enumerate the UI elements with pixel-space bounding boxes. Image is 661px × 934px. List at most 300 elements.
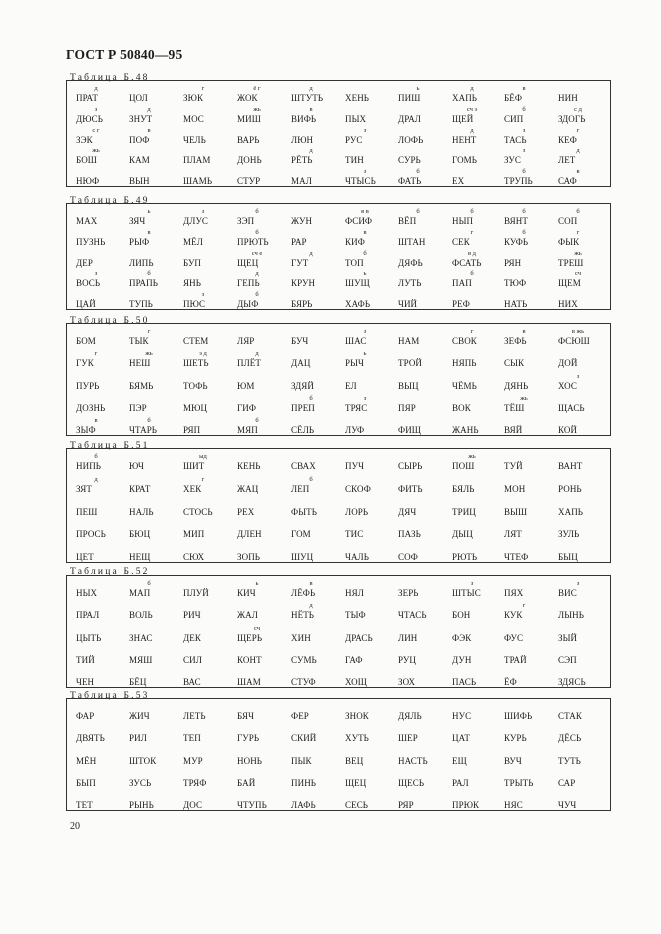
table-row [67,647,610,667]
table-cell [76,580,130,600]
test-word: ТРУПЬ [504,176,533,186]
test-word: МАХ [76,216,98,226]
pronunciation-mark: б [147,417,151,424]
test-word: КОНТ [237,654,262,665]
test-word: ЧИЙ [398,299,418,309]
table-cell [237,580,291,600]
table-cell [452,85,506,105]
test-word: ГУК [76,358,94,369]
test-word: ВУЧ [504,755,522,766]
table-cell [291,499,345,519]
table-cell [452,792,506,812]
test-word: СВАХ [291,461,316,471]
pronunciation-mark: д [576,147,580,155]
test-word: ДЯЛЬ [398,711,422,721]
pronunciation-mark: в [363,228,367,236]
test-word: ЗУЛЬ [558,529,580,540]
page-number: 20 [70,821,80,832]
table-cell [291,725,345,745]
pronunciation-mark: в [576,168,580,175]
pronunciation-mark: в [147,126,151,134]
table-cell [452,208,506,228]
pronunciation-mark: ь [255,580,259,587]
table-row [67,250,610,270]
test-word: РУС [345,134,363,145]
test-word: ТАСЬ [504,134,527,145]
test-word: ХАПЬ [558,506,584,517]
pronunciation-mark: д [255,270,259,278]
table-cell [452,270,506,290]
test-word: РАР [291,236,307,247]
test-word: ЛЕТЬ [183,711,206,721]
pronunciation-mark: б [309,394,313,402]
table-cell [452,748,506,768]
pronunciation-mark: э д [199,350,207,358]
table-cell [183,127,237,147]
table-cell [558,168,612,188]
table-cell [237,395,291,415]
table-cell [183,453,237,473]
table-cell [237,703,291,723]
test-word: ТИН [345,155,364,166]
test-word: СТУР [237,176,261,186]
pronunciation-mark: б [147,580,151,587]
test-word: МЁН [76,755,97,766]
test-word: ЖОК [237,93,258,103]
table-cell [291,544,345,564]
table-cell [345,453,399,473]
test-word: ДЫЦ [452,529,473,540]
pronunciation-mark: б [255,208,259,215]
test-word: ЧТУПЬ [237,800,267,810]
test-word: БЯМЬ [129,380,154,391]
test-word: ЗНУТ [129,113,153,124]
test-word: ВОЛЬ [129,610,153,621]
table-cell [237,229,291,249]
pronunciation-mark: б [255,417,259,424]
test-word: ТУЙ [504,461,523,471]
table-cell [76,544,130,564]
pronunciation-mark: в [522,85,526,92]
test-word: БУП [183,257,202,268]
table-cell [452,476,506,496]
table-cell [504,147,558,167]
test-word: ТРИЦ [452,506,476,517]
table-cell [237,770,291,790]
test-word: САФ [558,176,577,186]
table-row [67,625,610,645]
test-word: БУЧ [291,336,309,346]
test-word: ХОС [558,380,577,391]
table-cell [129,669,183,689]
pronunciation-mark: з [201,208,205,215]
table-cell [558,476,612,496]
table-cell [345,85,399,105]
test-word: ЛЯР [237,336,255,346]
test-word: РЕХ [237,506,255,517]
table-cell [504,229,558,249]
table-cell [183,147,237,167]
table-cell [291,147,345,167]
table-cell [76,647,130,667]
table-cell [398,373,452,393]
pronunciation-mark: в [309,105,313,113]
table-cell [504,580,558,600]
table-cell [129,250,183,270]
test-word: ПУЗНЬ [76,236,106,247]
table-cell [452,395,506,415]
test-word: ТУПЬ [129,299,153,309]
test-word: НЮФ [76,176,100,186]
test-word: РУЦ [398,654,416,665]
table-cell [504,85,558,105]
test-word: ВЯНТ [504,216,528,226]
test-word: ХАФЬ [345,299,371,309]
table-row [67,350,610,370]
table-cell [452,703,506,723]
test-word: ТОФЬ [183,380,208,391]
test-word: НЕЩ [129,552,151,562]
test-word: ЕХ [452,176,465,186]
test-word: НАСТЬ [398,755,428,766]
test-word: ДЕР [76,257,93,268]
test-word: ПУЧ [345,461,365,471]
test-word: ПЛЁТ [237,358,261,369]
table-cell [291,625,345,645]
table-row [67,270,610,290]
test-word: ЩЕРЬ [237,632,263,643]
test-word: ВАС [183,677,201,687]
pronunciation-mark: жь [92,147,100,155]
table-row [67,602,610,622]
test-word: БАЙ [237,777,256,788]
table-cell [129,85,183,105]
test-word: НЁТЬ [291,610,315,621]
table-cell [558,725,612,745]
test-word: ЛОФЬ [398,134,424,145]
table-cell [398,106,452,126]
table-cell [76,453,130,473]
test-word: БЮЦ [129,529,151,540]
test-word: ПРЮК [452,800,480,810]
table-cell [129,770,183,790]
table-caption: Таблица Б.48 [70,73,150,83]
table-row [67,417,610,437]
test-word: РЫФ [129,236,150,247]
table-row [67,168,610,188]
word-table [66,575,611,688]
test-word: СОФ [398,552,419,562]
table-cell [129,544,183,564]
test-word: ЩЕМ [558,278,581,289]
test-word: ШУЩ [345,278,370,289]
table-cell [398,208,452,228]
test-word: ЛЯТ [504,529,522,540]
test-word: КЕФ [558,134,577,145]
table-cell [345,350,399,370]
test-word: ТРОЙ [398,358,423,369]
test-word: ШТАН [398,236,426,247]
test-word: ШЕТЬ [183,358,209,369]
pronunciation-mark: б [309,475,313,483]
test-word: ЛЕП [291,483,310,494]
test-word: НИХ [558,299,578,309]
test-word: МОН [504,483,526,494]
table-cell [398,602,452,622]
table-cell [183,580,237,600]
test-word: БОН [452,610,471,621]
table-cell [345,521,399,541]
table-row [67,580,610,600]
table-cell [129,602,183,622]
pronunciation-mark: д [470,85,474,92]
test-word: БЯЛЬ [452,483,475,494]
table-cell [558,147,612,167]
table-cell [504,625,558,645]
test-word: ШТУТЬ [291,93,324,103]
test-word: ЛИПЬ [129,257,154,268]
test-word: БЁФ [504,93,523,103]
pronunciation-mark: д [309,147,313,155]
table-cell [237,250,291,270]
test-word: ШУЦ [291,552,314,562]
table-row [67,792,610,812]
test-word: СИЛ [183,654,202,665]
pronunciation-mark: г [94,350,98,358]
test-word: ШАМЬ [183,176,213,186]
test-word: ТЫФ [345,610,366,621]
table-cell [504,792,558,812]
pronunciation-mark: г [201,85,205,92]
table-cell [76,521,130,541]
table-cell [345,602,399,622]
table-cell [129,291,183,311]
table-cell [291,602,345,622]
pronunciation-mark: з [522,126,526,134]
table-cell [291,748,345,768]
pronunciation-mark: жь [145,350,153,358]
table-cell [76,127,130,147]
test-word: НЕШ [129,358,151,369]
table-cell [558,127,612,147]
test-word: ДОЙ [558,358,578,369]
table-row [67,770,610,790]
test-word: ДЛЕН [237,529,262,540]
table-cell [452,770,506,790]
table-cell [504,417,558,437]
test-word: КУРЬ [504,733,527,744]
table-cell [398,250,452,270]
pronunciation-mark: жь [520,394,528,402]
table-caption: Таблица Б.49 [70,196,150,206]
test-word: ЗДЯЙ [291,380,315,391]
test-word: ЗДОГЬ [558,113,586,124]
table-cell [237,147,291,167]
test-word: ВИС [558,588,577,598]
pronunciation-mark: в жь [571,328,585,335]
table-cell [129,521,183,541]
table-cell [129,580,183,600]
table-cell [237,291,291,311]
test-word: СТОСЬ [183,506,213,517]
table-cell [291,395,345,415]
table-cell [237,127,291,147]
table-cell [452,147,506,167]
table-cell [345,168,399,188]
test-word: ШТОК [129,755,157,766]
table-cell [76,476,130,496]
table-row [67,229,610,249]
test-word: ДРАЛ [398,113,421,124]
table-cell [237,328,291,348]
test-word: ВИФЬ [291,113,317,124]
table-row [67,453,610,473]
test-word: СЭП [558,654,577,665]
table-cell [237,792,291,812]
table-cell [129,328,183,348]
test-word: ЛАФЬ [291,800,316,810]
table-cell [504,453,558,473]
table-caption: Таблица Б.51 [70,441,150,451]
pronunciation-mark: б [522,228,526,236]
test-word: НЯЛ [345,588,364,598]
test-word: КУФЬ [504,236,529,247]
table-cell [183,85,237,105]
pronunciation-mark: д [309,602,313,610]
test-word: ЗЯТ [76,483,92,494]
test-word: ПИШ [398,93,421,103]
test-word: МАЛ [291,176,312,186]
table-cell [237,521,291,541]
table-cell [129,625,183,645]
test-word: ЗЕФЬ [504,336,527,346]
table-cell [558,669,612,689]
table-cell [398,417,452,437]
table-cell [398,748,452,768]
test-word: ПЯХ [504,588,524,598]
table-cell [345,291,399,311]
test-word: ПАЗЬ [398,529,421,540]
test-word: КУК [504,610,523,621]
table-cell [398,453,452,473]
test-word: ЖАЛ [237,610,258,621]
table-cell [398,85,452,105]
test-word: ДАЦ [291,358,311,369]
test-word: ЗЭК [76,134,93,145]
table-cell [183,703,237,723]
table-cell [345,499,399,519]
table-cell [129,168,183,188]
test-word: ЗНАС [129,632,153,643]
test-word: НЫП [452,216,474,226]
test-word: РЮТЬ [452,552,478,562]
table-cell [76,602,130,622]
pronunciation-mark: ё г [253,85,261,92]
test-word: ДОНЬ [237,155,262,166]
test-word: РОНЬ [558,483,582,494]
table-cell [76,328,130,348]
table-cell [183,328,237,348]
test-word: ТОП [345,257,364,268]
test-word: ЛЁФЬ [291,588,316,598]
test-word: ФИТЬ [398,483,423,494]
table-cell [183,270,237,290]
test-word: ДОЗНЬ [76,402,106,413]
table-row [67,476,610,496]
test-word: ТРАЙ [504,654,527,665]
pronunciation-mark: д [147,105,151,113]
test-word: ВЁП [398,216,417,226]
table-caption: Таблица Б.52 [70,567,150,577]
table-row [67,291,610,311]
test-word: НИПЬ [76,461,102,471]
table-cell [398,521,452,541]
table-cell [291,127,345,147]
table-cell [183,395,237,415]
test-word: ДЛУС [183,216,209,226]
test-word: СВОК [452,336,477,346]
table-row [67,373,610,393]
test-word: ЛИН [398,632,418,643]
test-word: СЁЛЬ [291,425,315,435]
table-cell [291,328,345,348]
table-cell [183,544,237,564]
test-word: СЕК [452,236,470,247]
test-word: ФЫТЬ [291,506,318,517]
pronunciation-mark: ь [363,270,367,278]
table-cell [291,647,345,667]
table-cell [558,647,612,667]
table-cell [183,229,237,249]
test-word: СИП [504,113,524,124]
test-word: БЫП [76,777,96,788]
test-word: ЦАЙ [76,299,96,309]
test-word: ФИЩ [398,425,421,435]
pronunciation-mark: д [94,475,98,483]
table-cell [345,476,399,496]
table-cell [452,106,506,126]
test-word: НЕНТ [452,134,477,145]
test-word: САР [558,777,576,788]
test-word: МЯП [237,425,258,435]
test-word: ЗУС [504,155,521,166]
test-word: ТЮФ [504,278,527,289]
test-word: ДЯНЬ [504,380,529,391]
pronunciation-mark: с г [92,126,100,134]
table-cell [291,168,345,188]
table-cell [504,748,558,768]
pronunciation-mark: з [470,580,474,587]
table-cell [345,208,399,228]
test-word: ЦЫТЬ [76,632,102,643]
table-cell [129,647,183,667]
table-cell [452,417,506,437]
table-cell [129,106,183,126]
test-word: МИШ [237,113,261,124]
test-word: РИЛ [129,733,147,744]
pronunciation-mark: сч е [251,249,263,257]
test-word: СКОФ [345,483,371,494]
test-word: ЧТАРЬ [129,425,158,435]
test-word: ЯНЬ [183,278,201,289]
test-word: СЫРЬ [398,461,423,471]
table-cell [183,669,237,689]
table-cell [558,544,612,564]
test-word: ЮЧ [129,461,144,471]
table-cell [183,373,237,393]
table-cell [398,647,452,667]
table-row [67,147,610,167]
